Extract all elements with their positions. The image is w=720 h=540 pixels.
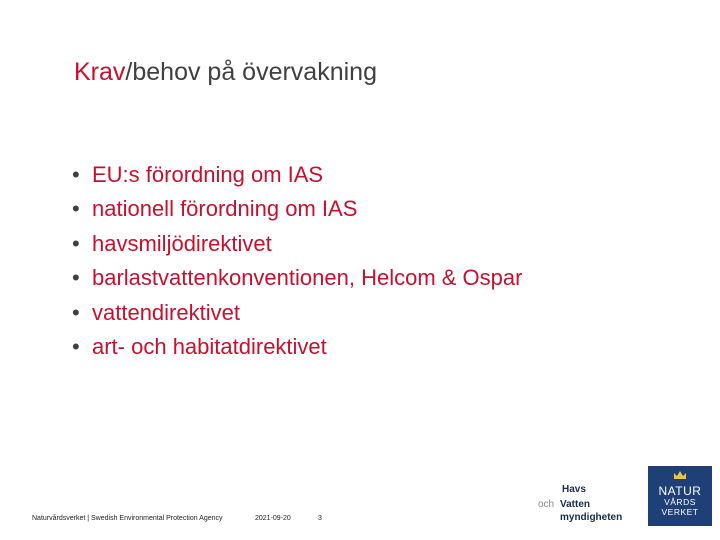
hav-logo-line1: Havs: [562, 484, 586, 495]
bullet-dot: •: [72, 265, 80, 291]
bullet-text: nationell förordning om IAS: [92, 196, 358, 222]
footer-date: 2021-09-20: [255, 515, 291, 522]
bullet-item: [72, 296, 522, 330]
bullet-item: [72, 158, 522, 192]
title-accent: Krav: [74, 58, 126, 86]
bullet-dot: •: [72, 230, 80, 256]
crown-icon: [673, 470, 687, 480]
hav-logo-line2: Vatten: [560, 499, 591, 510]
bullet-dot: •: [72, 162, 80, 187]
bullet-item: [72, 261, 522, 295]
havs-och-vatten-logo: [538, 482, 634, 526]
nv-logo-line3: VERKET: [661, 507, 699, 517]
bullet-text: EU:s förordning om IAS: [92, 162, 324, 187]
bullet-dot: •: [72, 196, 80, 222]
bullet-list: [72, 158, 522, 364]
bullet-item: [72, 330, 522, 364]
hav-logo-och: och: [538, 499, 555, 510]
footer-organization: Naturvårdsverket | Swedish Environmental Protection Agency: [32, 515, 223, 522]
bullet-text: art- och habitatdirektivet: [92, 334, 327, 360]
bullet-item: [72, 227, 522, 261]
title-rest: /behov på övervakning: [125, 58, 377, 86]
bullet-item: [72, 192, 522, 226]
nv-logo-line2: VÅRDS: [664, 497, 696, 507]
naturvardsverket-logo: [648, 466, 712, 526]
bullet-text: barlastvattenkonventionen, Helcom & Ospar: [92, 265, 523, 291]
hav-logo-line3: myndigheten: [560, 512, 623, 523]
nv-logo-line1: NATUR: [658, 484, 702, 498]
slide-title: [74, 56, 377, 88]
bullet-dot: •: [72, 299, 80, 325]
bullet-dot: •: [72, 334, 80, 360]
bullet-text: havsmiljödirektivet: [92, 230, 272, 256]
bullet-text: vattendirektivet: [92, 299, 240, 325]
footer-page-number: 3: [318, 515, 322, 522]
